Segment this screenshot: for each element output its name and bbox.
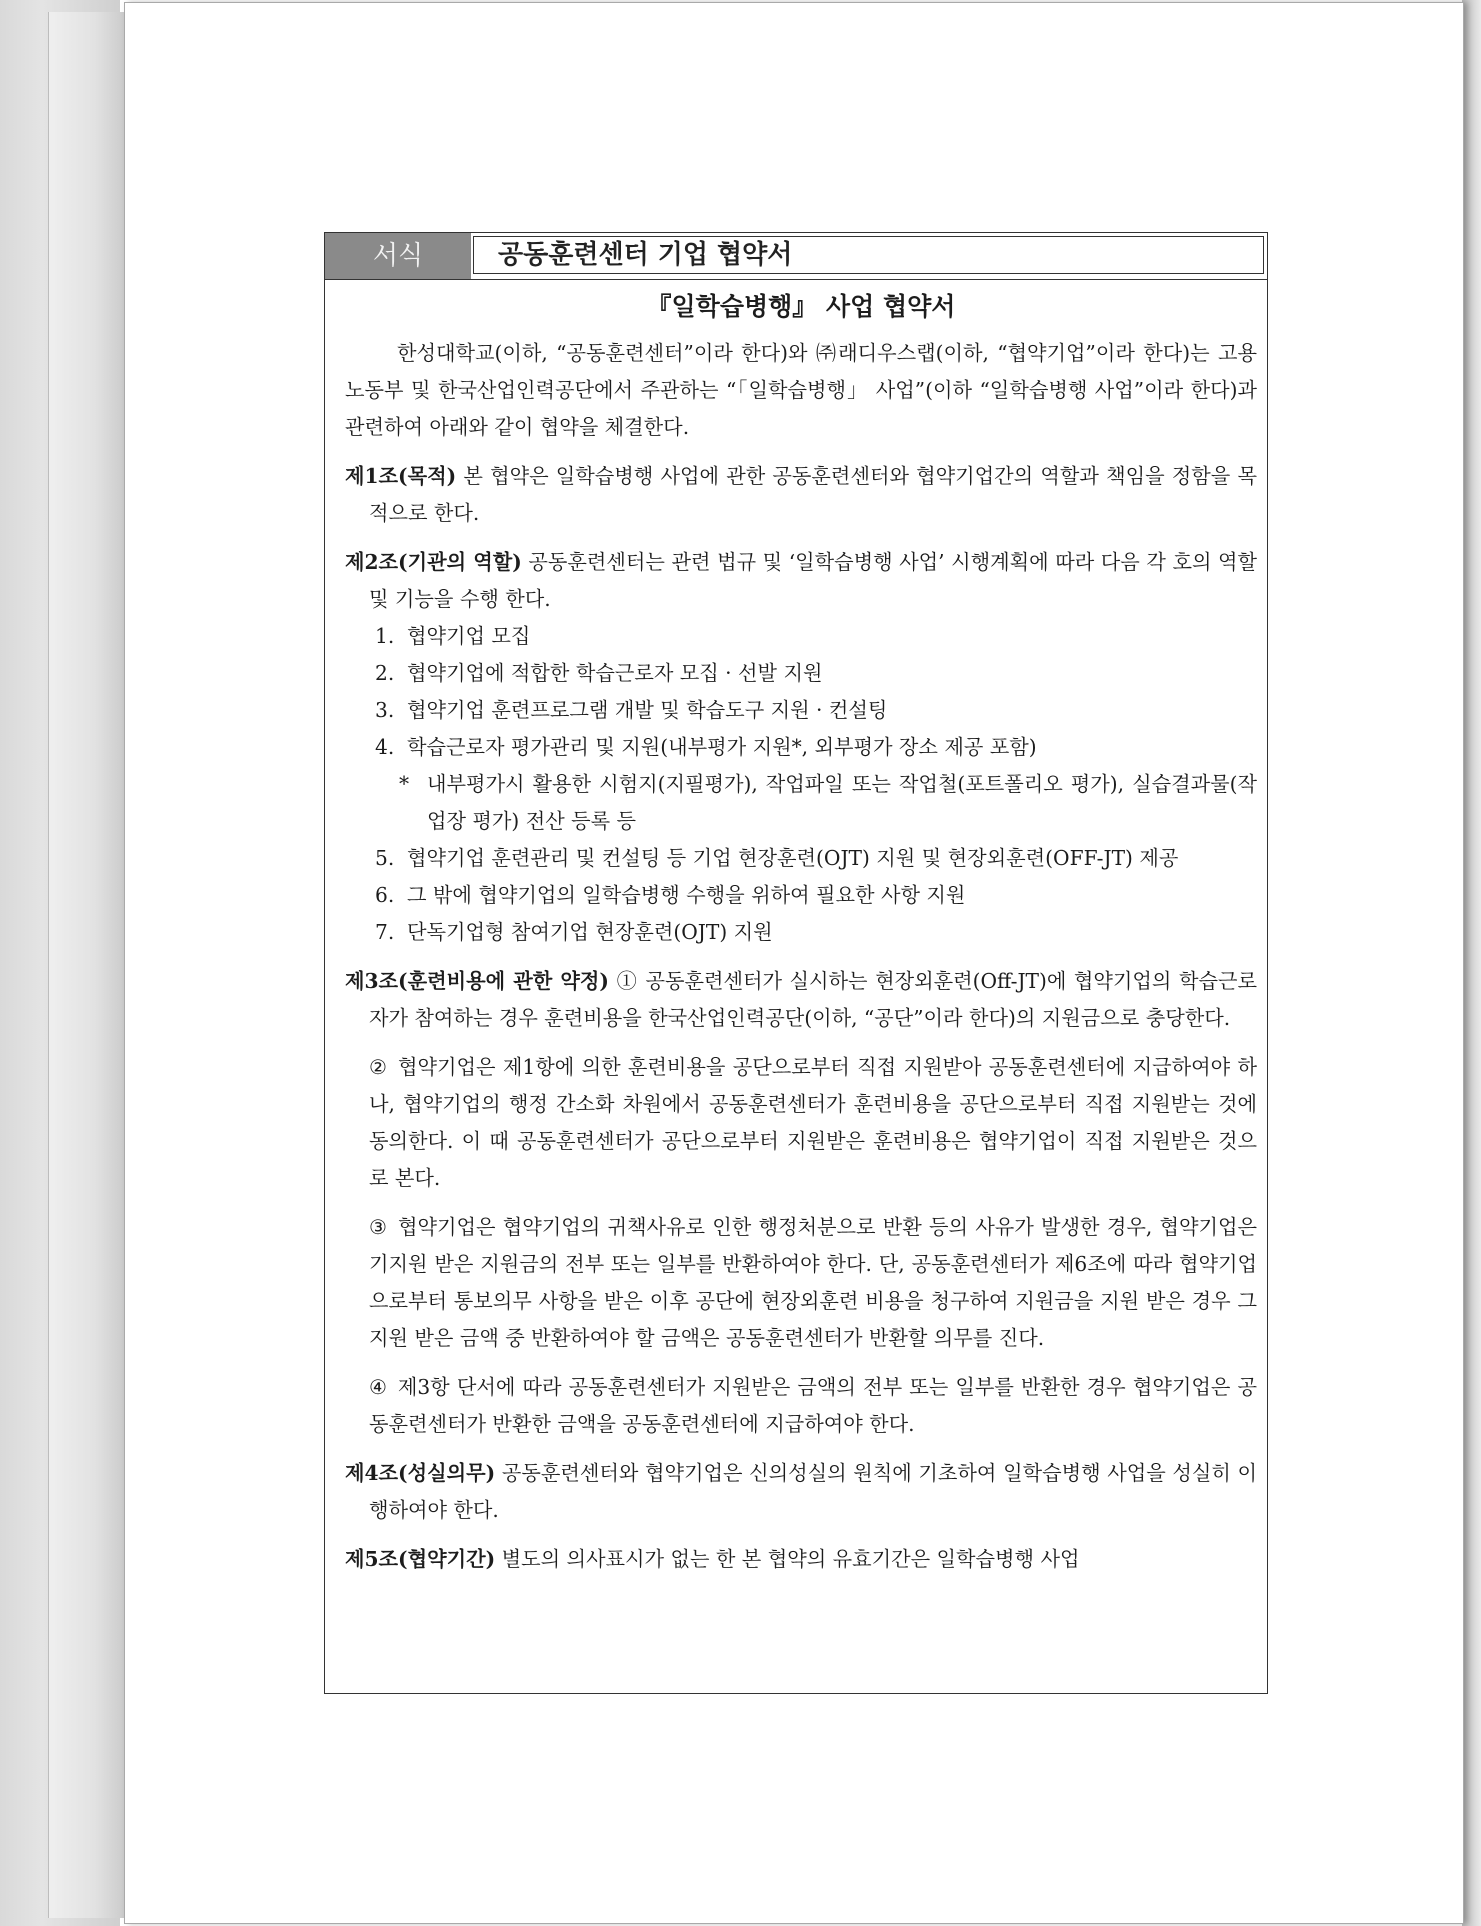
list-item-text: 단독기업형 참여기업 현장훈련(OJT) 지원	[407, 920, 773, 944]
article-4-heading: 제4조(성실의무)	[345, 1461, 496, 1485]
article-5-heading: 제5조(협약기간)	[345, 1547, 496, 1571]
article-1-heading: 제1조(목적)	[345, 464, 457, 488]
clause-text: 제3항 단서에 따라 공동훈련센터가 지원받은 금액의 전부 또는 일부를 반환한 경우 협약기업은 공동훈련센터가 반환한 금액을 공동훈련센터에 지급하여야 한다.	[369, 1375, 1257, 1436]
list-item-text: 협약기업 훈련프로그램 개발 및 학습도구 지원 · 컨설팅	[407, 698, 888, 722]
list-item-text: 그 밖에 협약기업의 일학습병행 수행을 위하여 필요한 사항 지원	[407, 883, 966, 907]
article-5-body: 별도의 의사표시가 없는 한 본 협약의 유효기간은 일학습병행 사업	[501, 1547, 1080, 1571]
note-mark: *	[399, 772, 410, 796]
article-1-body: 본 협약은 일학습병행 사업에 관한 공동훈련센터와 협약기업간의 역할과 책임을 정함을 목적으로 한다.	[369, 464, 1258, 525]
clause-text: 협약기업은 협약기업의 귀책사유로 인한 행정처분으로 반환 등의 사유가 발생한 경우, 협약기업은 기지원 받은 지원금의 전부 또는 일부를 반환하여야 한다. 단, 공동훈련센터가 제6조에 따라 협약기업으로부터 통보의무 사항을 받은 이후 공단에 현장외훈련 비용을 청구하여 지원금을 지원 받은 경우 그 지원 받은 금액 중 반환하여야 할 금액은 공동훈련센터가 반환할 의무를 진다.	[369, 1215, 1257, 1350]
book-right-edge	[1462, 0, 1481, 1926]
article-2-body: 공동훈련센터는 관련 법규 및 ‘일학습병행 사업’ 시행계획에 따라 다음 각 호의 역할 및 기능을 수행 한다.	[369, 550, 1258, 611]
article-3-clause-4	[345, 1369, 1257, 1443]
list-item	[375, 729, 1257, 766]
article-2-list	[345, 618, 1257, 951]
clause-mark: ②	[369, 1055, 389, 1079]
article-3-clause-3	[345, 1209, 1257, 1357]
article-3-clause-1: 공동훈련센터가 실시하는 현장외훈련(Off-JT)에 협약기업의 학습근로자가 참여하는 경우 훈련비용을 한국산업인력공단(이하, “공단”이라 한다)의 지원금으로 충당한다.	[369, 969, 1257, 1030]
list-item	[375, 877, 1257, 914]
form-tag: 서식	[325, 233, 471, 279]
clause-mark: ④	[369, 1375, 388, 1399]
article-4	[345, 1455, 1257, 1529]
book-spine	[48, 12, 125, 1918]
list-item	[375, 914, 1257, 951]
form-box	[324, 232, 1268, 1694]
list-item	[375, 692, 1257, 729]
article-5	[345, 1541, 1257, 1578]
article-3-heading: 제3조(훈련비용에 관한 약정)	[345, 969, 609, 993]
list-item	[375, 618, 1257, 655]
clause-text: 협약기업은 제1항에 의한 훈련비용을 공단으로부터 직접 지원받아 공동훈련센터에 지급하여야 하나, 협약기업의 행정 간소화 차원에서 공동훈련센터가 훈련비용을 공단으로부터 직접 지원받는 것에 동의한다. 이 때 공동훈련센터가 공단으로부터 지원받은 훈련비용은 협약기업이 직접 지원받은 것으로 본다.	[369, 1055, 1257, 1190]
list-item-number: 4.	[375, 735, 395, 759]
list-item-number: 5.	[375, 846, 395, 870]
clause-mark: ①	[616, 969, 638, 993]
article-2	[345, 544, 1257, 618]
clause-mark: ③	[369, 1215, 388, 1239]
list-item-number: 6.	[375, 883, 395, 907]
list-item-number: 7.	[375, 920, 395, 944]
list-item-text: 협약기업에 적합한 학습근로자 모집 · 선발 지원	[407, 661, 823, 685]
list-item-text: 협약기업 모집	[407, 624, 531, 648]
list-item-text: 학습근로자 평가관리 및 지원(내부평가 지원*, 외부평가 장소 제공 포함)	[407, 735, 1037, 759]
intro-paragraph: 한성대학교(이하, “공동훈련센터”이라 한다)와 ㈜래디우스랩(이하, “협약기업”이라 한다)는 고용노동부 및 한국산업인력공단에서 주관하는 “「일학습병행」 사업”(이하 “일학습병행 사업”이라 한다)과 관련하여 아래와 같이 협약을 체결한다.	[345, 341, 1257, 439]
list-item-text: 협약기업 훈련관리 및 컨설팅 등 기업 현장훈련(OJT) 지원 및 현장외훈련(OFF-JT) 제공	[407, 846, 1179, 870]
list-note	[375, 766, 1257, 840]
document-title: 『일학습병행』 사업 협약서	[646, 292, 956, 321]
article-3-clause-2	[345, 1049, 1257, 1197]
article-3	[345, 963, 1257, 1037]
article-4-body: 공동훈련센터와 협약기업은 신의성실의 원칙에 기초하여 일학습병행 사업을 성실히 이행하여야 한다.	[369, 1461, 1258, 1522]
list-item-number: 1.	[375, 624, 395, 648]
article-1	[345, 458, 1257, 532]
form-title: 공동훈련센터 기업 협약서	[473, 236, 1264, 274]
note-text: 내부평가시 활용한 시험지(지필평가), 작업파일 또는 작업철(포트폴리오 평가), 실습결과물(작업장 평가) 전산 등록 등	[427, 772, 1257, 833]
list-item	[375, 840, 1257, 877]
form-header	[325, 233, 1267, 280]
list-item-number: 3.	[375, 698, 395, 722]
article-2-heading: 제2조(기관의 역할)	[345, 550, 522, 574]
list-item	[375, 655, 1257, 692]
list-item-number: 2.	[375, 661, 395, 685]
document-content	[345, 289, 1257, 1590]
